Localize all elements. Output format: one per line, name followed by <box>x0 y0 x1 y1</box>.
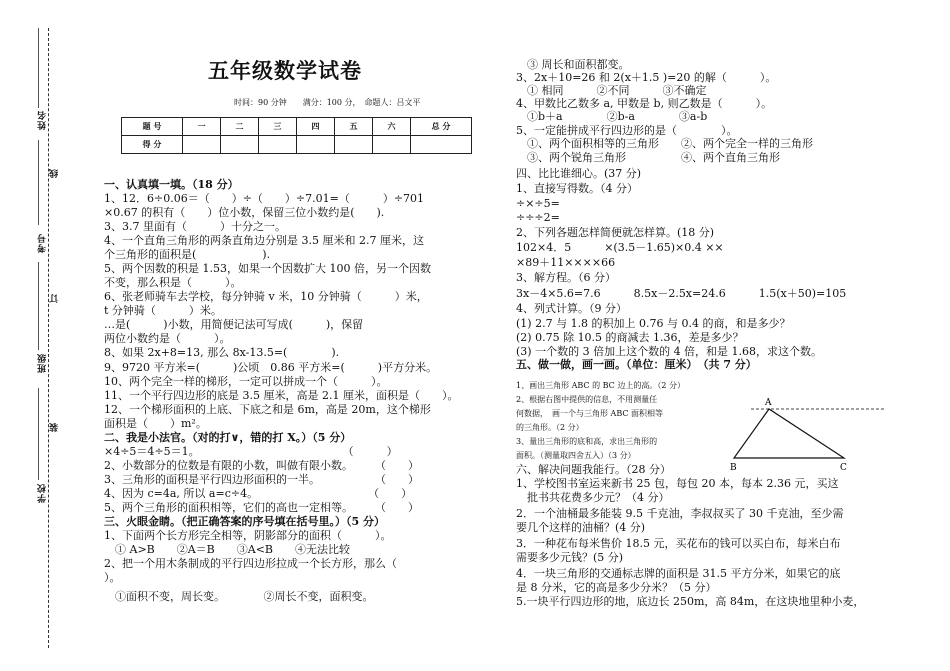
exam-no-underline <box>38 140 39 225</box>
left-question-line: 6、张老师骑车去学校，每分钟骑 v 米，10 分钟骑（ ）米， <box>104 290 428 303</box>
right-question-line: 1、直接写得数。（4 分） <box>516 182 638 195</box>
score-table <box>121 117 472 154</box>
right-question-line: 六、解决问题我能行。（28 分） <box>516 463 671 476</box>
score-input-cell[interactable] <box>373 136 411 154</box>
score-cell: 总 分 <box>411 118 472 136</box>
right-question-line: 批书共花费多少元？（4 分） <box>516 491 670 504</box>
left-question-line: ×4÷5＝4÷5＝1。 （ ） <box>104 445 398 458</box>
left-question-line: 2、把一个用木条制成的平行四边形拉成一个长方形，那么（ <box>104 557 408 570</box>
exam-no-label: 考号 <box>38 233 48 253</box>
right-question-line: 3、2x＋10=26 和 2(x＋1.5 )=20 的解（ ）。 <box>516 71 777 84</box>
class-label: 班级 <box>38 353 48 373</box>
triangle-figure <box>729 394 889 474</box>
left-question-line: 1、下面两个长方形完全相等，阴影部分的面积（ ）。 <box>104 529 392 542</box>
left-question-line: t 分钟骑（ ）米。 <box>104 304 222 317</box>
score-cell: 五 <box>335 118 373 136</box>
left-question-line: 3、三角形的面积是平行四边形面积的一半。 （ ） <box>104 473 419 486</box>
score-cell: 六 <box>373 118 411 136</box>
right-question-line: 4、列式计算。（9 分） <box>516 302 627 315</box>
left-question-line: ①面积不变，周长变。 ②周长不变，面积变。 <box>104 590 374 603</box>
score-input-cell[interactable] <box>259 136 297 154</box>
left-question-line: 3、3.7 里面有（ ）十分之一。 <box>104 220 286 233</box>
right-question-line: (3) 一个数的 3 倍加上这个数的 4 倍，和是 1.68，求这个数。 <box>516 345 823 358</box>
left-question-line: 1、12．6÷0.06＝（ ）÷（ ）÷7.01=（ ）÷701 <box>104 192 425 205</box>
score-input-cell[interactable] <box>183 136 221 154</box>
score-cell: 三 <box>259 118 297 136</box>
right-question-line: 102×4．5 ×(3.5－1.65)×0.4 ×× <box>516 241 724 254</box>
score-input-cell[interactable] <box>221 136 259 154</box>
right-question-line: 要几个这样的油桶？(4 分) <box>516 521 646 534</box>
binding-margin <box>0 0 80 671</box>
right-question-line: 四、比比谁细心。(37 分) <box>516 167 642 180</box>
right-question-line: (2) 0.75 除 10.5 的商减去 1.36，差是多少？ <box>516 331 744 344</box>
school-underline <box>38 388 39 480</box>
left-question-line: 二、我是小法官。（对的打∨，错的打 X。）（5 分） <box>104 431 352 444</box>
right-question-line: 5.一块平行四边形的地，底边长 250m，高 84m，在这块地里种小麦， <box>516 595 865 608</box>
right-question-line: ÷÷÷2= <box>516 211 560 224</box>
left-question-line: 11、一个平行四边形的底是 3.5 厘米，高是 2.1 厘米，面积是（ ）。 <box>104 389 459 402</box>
right-question-line: 需要多少元钱？(5 分) <box>516 551 624 564</box>
right-question-line: ÷×÷5= <box>516 197 560 210</box>
left-question-line: 三、火眼金睛。（把正确答案的序号填在括号里。）（5 分） <box>104 515 385 528</box>
triangle-abc <box>734 409 844 458</box>
right-question-line: 3、解方程。（6 分） <box>516 271 616 284</box>
score-table-score-row <box>122 136 472 154</box>
vertex-a-label: A <box>765 398 772 408</box>
right-question-line: ×89＋11××××66 <box>516 256 616 269</box>
score-input-cell[interactable] <box>297 136 335 154</box>
page-title: 五年级数学试卷 <box>208 58 362 83</box>
vertex-b-label: B <box>730 463 737 473</box>
right-question-line: 的三角形。（2 分） <box>516 423 584 432</box>
left-question-line: 两位小数约是（ ）。 <box>104 332 231 345</box>
left-question-line: 面积是（ ）m²。 <box>104 417 207 430</box>
right-question-line: 4．一块三角形的交通标志牌的面积是 31.5 平方分米，如果它的底 <box>516 567 841 580</box>
left-question-line: 10、两个完全一样的梯形，一定可以拼成一个（ ）。 <box>104 375 388 388</box>
right-question-line: 2、下列各题怎样简便就怎样算。(18 分) <box>516 226 715 239</box>
right-question-line: ③、两个锐角三角形 ④、两个直角三角形 <box>516 151 780 164</box>
right-question-line: 2．一个油桶最多能装 9.5 千克油，李叔叔买了 30 千克油，至少需 <box>516 507 844 520</box>
right-question-line: 1、学校图书室运来新书 25 包，每包 20 本，每本 2.36 元，买这 <box>516 477 839 490</box>
left-question-line: 9、9720 平方米=( )公顷 0.86 平方米=( )平方分米。 <box>104 361 438 374</box>
left-question-line: …是( )小数，用简便记法可写成( )，保留 <box>104 318 364 331</box>
left-question-line: 4、一个直角三角形的两条直角边分别是 3.5 厘米和 2.7 厘米，这 <box>104 234 424 247</box>
score-cell: 一 <box>183 118 221 136</box>
right-question-line: ③ 周长和面积都变。 <box>516 58 630 71</box>
cut-mark-bind: 订 <box>50 293 60 303</box>
cut-mark-fold: 装 <box>50 422 60 432</box>
school-label: 学校 <box>38 483 48 503</box>
right-question-line: (1) 2.7 与 1.8 的积加上 0.76 与 0.4 的商，和是多少？ <box>516 317 791 330</box>
right-question-line: 是 8 分米，它的高是多少分米？（5 分） <box>516 581 717 594</box>
right-question-line: 面积。（测量取四舍五入）（3 分） <box>516 451 636 460</box>
left-question-line: 8、如果 2x+8=13, 那么 8x-13.5=( ). <box>104 346 340 359</box>
left-question-line: 个三角形的面积是( ). <box>104 248 271 261</box>
vertex-c-label: C <box>840 463 847 473</box>
right-question-line: 5、一定能拼成平行四边形的是（ ）。 <box>516 124 738 137</box>
exam-meta: 时间：90 分钟 满分：100 分， 命题人：吕文平 <box>234 98 421 107</box>
score-input-cell[interactable] <box>335 136 373 154</box>
right-question-line: 3x－4×5.6=7.6 8.5x－2.5x=24.6 1.5(x＋50)=105 <box>516 287 847 300</box>
cut-mark-line: 线 <box>50 168 60 178</box>
left-question-line: 2、小数部分的位数是有限的小数，叫做有限小数。 （ ） <box>104 459 419 472</box>
left-question-line: ① A>B ②A＝B ③A<B ④无法比较 <box>104 543 351 556</box>
name-underline <box>38 28 39 108</box>
class-underline <box>38 262 39 350</box>
right-question-line: ① 相同 ②不同 ③不确定 <box>516 84 707 97</box>
score-cell: 题 号 <box>122 118 183 136</box>
left-question-line: 5、两个因数的积是 1.53，如果一个因数扩大 100 倍，另一个因数 <box>104 262 431 275</box>
right-question-line: 何数据， 画一个与三角形 ABC 面积相等 <box>516 409 664 418</box>
score-cell: 四 <box>297 118 335 136</box>
name-label: 姓名 <box>38 110 48 130</box>
score-cell: 得 分 <box>122 136 183 154</box>
left-question-line: 5、两个三角形的面积相等，它们的高也一定相等。 （ ） <box>104 501 419 514</box>
right-question-line: 3、量出三角形的底和高，求出三角形的 <box>516 437 658 446</box>
score-table-header-row <box>122 118 472 136</box>
right-question-line: 五、做一做，画一画。（单位：厘米） （共 7 分） <box>516 358 757 371</box>
score-cell: 二 <box>221 118 259 136</box>
left-question-line: 一、认真填一填。（18 分） <box>104 178 239 191</box>
binding-line <box>48 28 49 648</box>
left-question-line: ）。 <box>104 571 121 584</box>
right-question-line: 3．一种花布每米售价 18.5 元，买花布的钱可以买白布，每米白布 <box>516 537 841 550</box>
right-question-line: 4、甲数比乙数多 a, 甲数是 b, 则乙数是（ ）。 <box>516 97 773 110</box>
right-question-line: 2、根据右图中提供的信息，不用测量任 <box>516 395 658 404</box>
left-question-line: ×0.67 的积有（ ）位小数，保留三位小数约是( ). <box>104 206 385 219</box>
left-question-line: 不变，那么积是（ ）。 <box>104 276 242 289</box>
right-question-line: 1、画出三角形 ABC 的 BC 边上的高。（2 分） <box>516 381 685 390</box>
right-question-line: ①b＋a ②b-a ③a-b <box>516 110 708 123</box>
score-input-cell[interactable] <box>411 136 472 154</box>
right-question-line: ①、两个面积相等的三角形 ②、两个完全一样的三角形 <box>516 137 813 150</box>
left-question-line: 12、一个梯形面积的上底、下底之和是 6m，高是 20m，这个梯形 <box>104 403 431 416</box>
left-question-line: 4、因为 c=4a, 所以 a=c÷4。 （ ） <box>104 487 413 500</box>
